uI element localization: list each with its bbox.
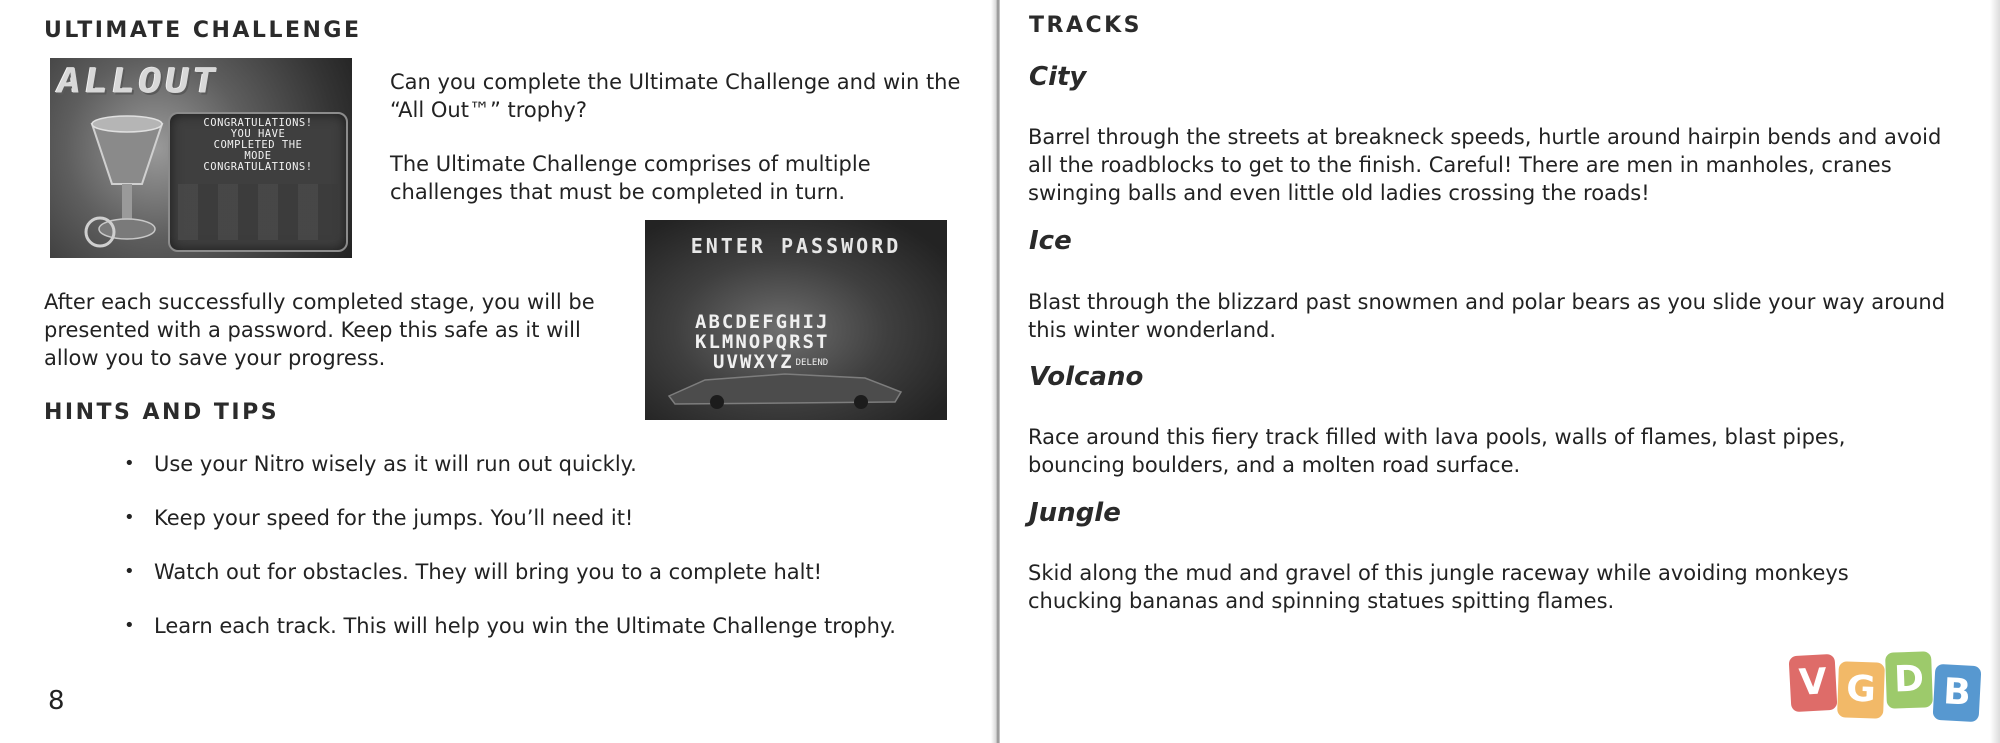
hint-text: Learn each track. This will help you win the Ultimate Challenge trophy. — [154, 614, 896, 638]
congratulations-panel — [168, 112, 348, 252]
track-description-ice: Blast through the blizzard past snowmen and polar bears as you slide your way around this winter wonderland. — [1028, 290, 1946, 342]
track-description-jungle: Skid along the mud and gravel of this jungle raceway while avoiding monkeys chucking bananas and spinning statues spitting flames. — [1028, 561, 1849, 613]
page-number: 8 — [48, 686, 65, 716]
delete-end-label: DELEND — [795, 357, 829, 368]
allout-logo: ALLOUT — [53, 62, 223, 102]
tracks-heading: TRACKS — [1029, 13, 1143, 38]
bullet-icon: • — [124, 507, 135, 528]
watermark-letter-g: G — [1837, 661, 1885, 719]
list-item — [124, 612, 948, 666]
bullet-icon: • — [124, 615, 135, 636]
track-name-volcano: Volcano — [1029, 362, 1144, 392]
hint-text: Use your Nitro wisely as it will run out quickly. — [154, 452, 637, 476]
password-row-2: KLMNOPQRST — [695, 331, 830, 353]
list-item — [124, 558, 948, 612]
left-page — [0, 0, 995, 743]
password-screen-title: ENTER PASSWORD — [690, 234, 902, 258]
right-page — [1000, 0, 2000, 743]
track-description-city: Barrel through the streets at breakneck speeds, hurtle around hairpin bends and avoid all the roadblocks to get to the finish. Careful! There are men in manholes, cranes swinging balls and even little old ladies crossing the roads! — [1028, 125, 1942, 205]
list-item — [124, 504, 948, 558]
track-name-jungle: Jungle — [1029, 498, 1121, 528]
hints-and-tips-heading: HINTS AND TIPS — [44, 400, 280, 425]
password-row-1: ABCDEFGHIJ — [695, 311, 830, 333]
watermark-letter-d: D — [1885, 651, 1933, 709]
bullet-icon: • — [124, 453, 135, 474]
congratulations-message: CONGRATULATIONS! YOU HAVE COMPLETED THE MODE CONGRATULATIONS! — [203, 117, 313, 173]
track-description-volcano: Race around this fiery track filled with lava pools, walls of flames, blast pipes, bouncing boulders, and a molten road surface. — [1028, 425, 1846, 477]
ultimate-challenge-heading: ULTIMATE CHALLENGE — [44, 18, 362, 43]
password-row-3: UVWXYZ — [713, 351, 794, 373]
vgdb-watermark-logo — [1790, 655, 1995, 725]
hints-list — [124, 450, 948, 666]
panel-backdrop — [178, 184, 338, 240]
watermark-letter-v: V — [1789, 654, 1838, 712]
watermark-letter-b: B — [1933, 664, 1982, 722]
track-name-city: City — [1029, 62, 1087, 92]
race-car-icon — [665, 366, 905, 410]
track-name-ice: Ice — [1029, 226, 1072, 256]
ultimate-challenge-paragraph-1: Can you complete the Ultimate Challenge and win the “All Out™” trophy? — [390, 70, 961, 122]
ultimate-challenge-paragraph-3: After each successfully completed stage, you will be presented with a password. Keep this safe as it will allow you to save your progress. — [44, 290, 595, 370]
list-item — [124, 450, 948, 504]
trophy-icon — [72, 114, 182, 254]
all-out-trophy-screenshot — [50, 58, 352, 258]
page-edge-shadow — [1990, 0, 2000, 743]
enter-password-screenshot — [645, 220, 947, 420]
password-letter-grid — [695, 312, 915, 373]
hint-text: Keep your speed for the jumps. You’ll need it! — [154, 506, 634, 530]
hint-text: Watch out for obstacles. They will bring you to a complete halt! — [154, 560, 823, 584]
bullet-icon: • — [124, 561, 135, 582]
ultimate-challenge-paragraph-2: The Ultimate Challenge comprises of multiple challenges that must be completed in turn. — [390, 152, 871, 204]
